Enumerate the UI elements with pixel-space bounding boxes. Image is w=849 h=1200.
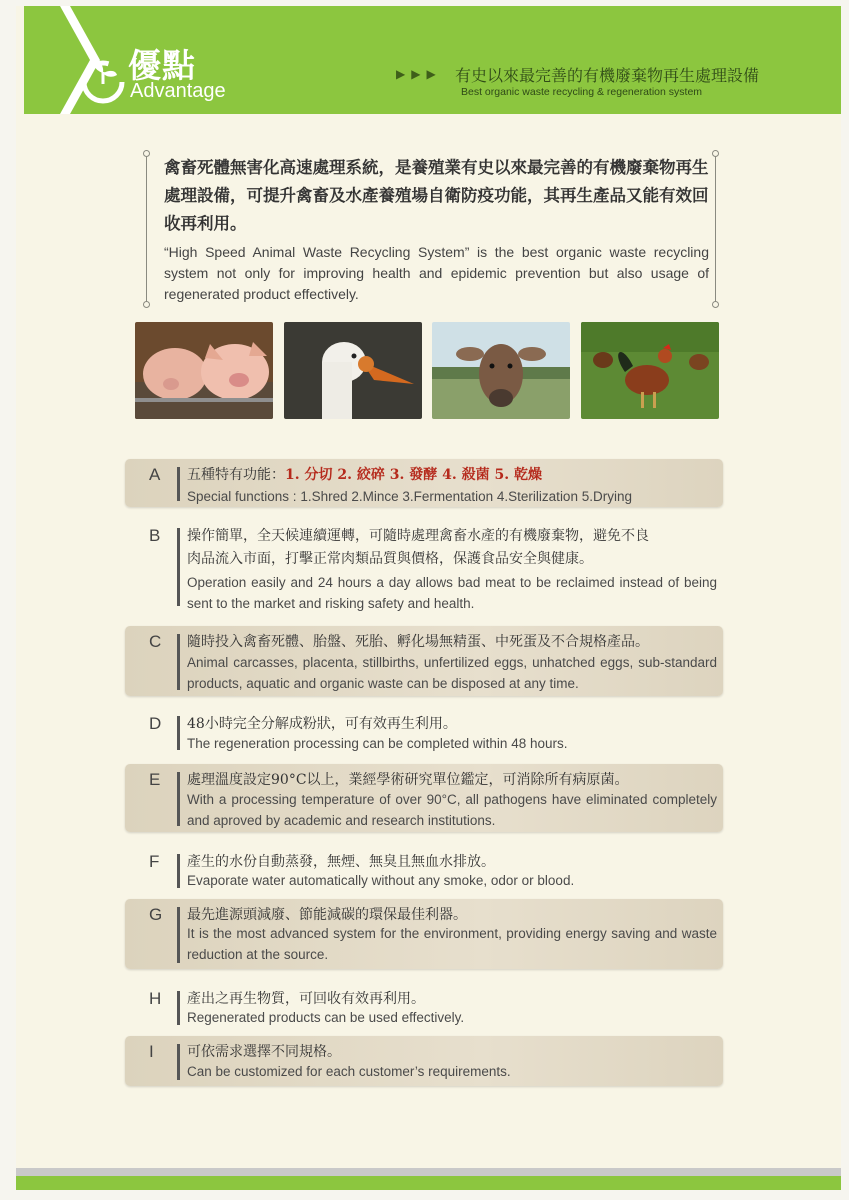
bracket-dot [712,150,719,157]
item-text-zh: 產生的水份自動蒸發，無煙、無臭且無血水排放。 [187,854,495,870]
item-bar [177,991,180,1025]
bracket-dot [143,150,150,157]
feature-item [125,520,723,612]
brochure-page [16,6,841,1186]
bracket-line-left [146,154,147,304]
item-text-en: Operation easily and 24 hours a day allows bad meat to be reclaimed instead of being sent to the market and risking safety and health. [187,575,717,611]
item-bar [177,634,180,690]
item-bar [177,467,180,501]
page-title-zh: 優點 [128,46,196,85]
intro-block [146,154,716,304]
item-text-zh-line2: 肉品流入市面，打擊正常肉類品質與價格，保護食品安全與健康。 [187,551,593,567]
item-letter: F [149,852,160,871]
item-text-zh: 產出之再生物質，可回收有效再利用。 [187,991,425,1007]
item-text-en: The regeneration processing can be completed within 48 hours. [187,736,568,751]
item-bar [177,854,180,888]
item-bar [177,772,180,826]
photo-calf [432,322,570,419]
item-text-zh: 處理溫度設定90°C以上，業經學術研究單位鑑定，可消除所有病原菌。 [187,772,629,788]
item-text-en: Animal carcasses, placenta, stillbirths, unfertilized eggs, unhatched eggs, sub-standard products, aquatic and organic waste can be disposed at any time. [187,655,717,691]
item-bar [177,528,180,606]
feature-item [125,899,723,969]
item-letter: I [149,1042,154,1061]
item-text-en: Can be customized for each customer’s requirements. [187,1064,511,1079]
intro-text-zh: 禽畜死體無害化高速處理系統，是養殖業有史以來最完善的有機廢棄物再生處理設備，可提升禽畜及水產養殖場自衛防疫功能，其再生產品又能有效回收再利用。 [164,158,709,233]
item-letter: H [149,989,162,1008]
arrow-icons: ▶▶▶ [396,67,442,81]
feature-item [125,846,723,894]
item-text-en: With a processing temperature of over 90°C, all pathogens have eliminated completely and aproved by academic and research institutions. [187,792,717,828]
item-zh-label: 五種特有功能： [187,467,285,483]
item-text-zh: 隨時投入禽畜死體、胎盤、死胎、孵化場無精蛋、中死蛋及不合規格產品。 [187,634,649,650]
photo-goose [284,322,422,419]
photo-chickens [581,322,719,419]
footer-stripe-green [16,1176,841,1190]
item-text-zh [187,464,542,484]
item-bar [177,716,180,750]
item-letter: G [149,905,163,924]
feature-item [125,764,723,832]
item-text-zh: 最先進源頭減廢、節能減碳的環保最佳利器。 [187,907,467,923]
item-text-zh: 操作簡單，全天候連續運轉，可隨時處理禽畜水產的有機廢棄物，避免不良 [187,528,649,544]
item-text-en: Regenerated products can be used effectively. [187,1010,465,1025]
subtitle-en: Best organic waste recycling & regeneration system [461,86,703,98]
feature-item [125,708,723,756]
bracket-dot [712,301,719,308]
item-text-en: It is the most advanced system for the environment, providing energy saving and waste reduction at the source. [187,926,717,962]
item-bar [177,1044,180,1080]
item-letter: E [149,770,161,789]
intro-text-en: “High Speed Animal Waste Recycling System” is the best organic waste recycling system not only for improving health and epidemic prevention but also usage of regenerated product effectively. [164,244,709,302]
item-zh-functions: 1. 分切 2. 絞碎 3. 發酵 4. 殺菌 5. 乾燥 [285,467,542,483]
feature-item [125,459,723,507]
footer-stripe-grey [16,1168,841,1176]
item-bar [177,907,180,963]
item-letter: C [149,632,162,651]
bracket-line-right [715,154,716,304]
page-title-en: Advantage [130,80,226,102]
feature-item [125,626,723,696]
photo-strip [135,322,719,419]
item-text-en: Special functions : 1.Shred 2.Mince 3.Fermentation 4.Sterilization 5.Drying [187,489,632,504]
subtitle-zh: 有史以來最完善的有機廢棄物再生處理設備 [455,68,760,85]
item-text-zh: 可依需求選擇不同規格。 [187,1044,341,1060]
feature-item [125,983,723,1031]
item-text-zh: 48小時完全分解成粉狀，可有效再生利用。 [187,716,457,732]
bracket-dot [143,301,150,308]
item-letter: D [149,714,162,733]
item-text-en: Evaporate water automatically without any smoke, odor or blood. [187,873,575,888]
recycle-leaf-icon [78,54,128,104]
photo-pigs [135,322,273,419]
item-letter: B [149,526,161,545]
item-letter: A [149,465,161,484]
feature-item [125,1036,723,1086]
